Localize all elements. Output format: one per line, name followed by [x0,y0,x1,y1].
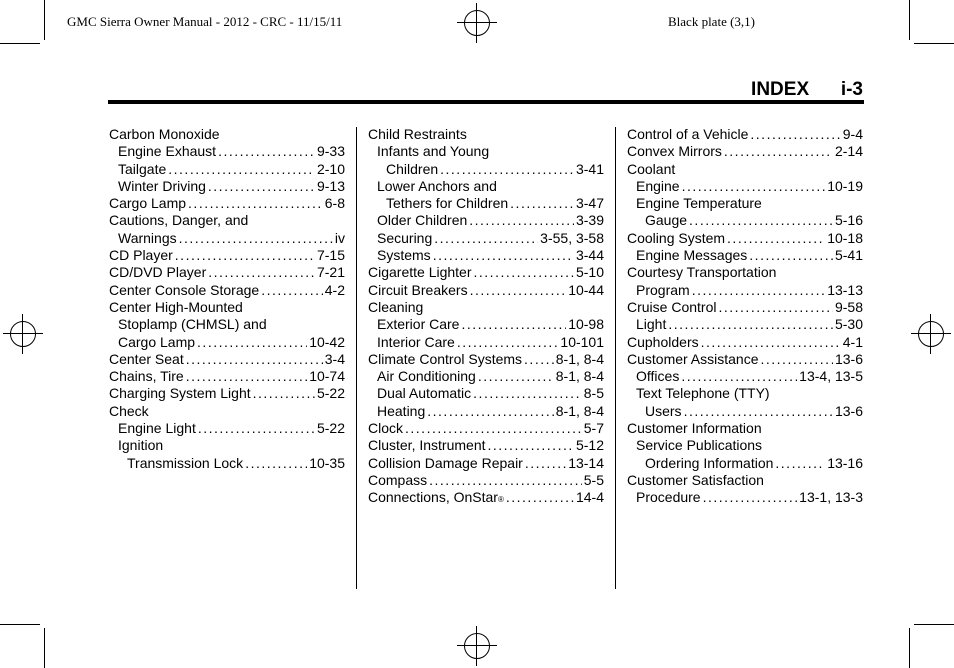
dot-leader [440,161,574,178]
index-term: Customer Information [627,420,762,437]
index-term: CD/DVD Player [109,264,207,281]
index-page-ref: 4-1 [842,333,863,350]
index-entry [109,351,345,368]
index-term: Light [636,316,667,333]
index-term: Connections, OnStar [368,489,498,506]
index-page-ref: 10-74 [309,368,345,385]
dot-leader [427,403,553,420]
dot-leader [168,161,315,178]
index-entry [627,334,863,351]
index-page-ref: 3-39 [575,212,604,229]
index-entry [627,178,863,195]
index-column-3 [627,126,863,507]
index-page-ref: 2-14 [834,143,863,160]
index-term: Cargo Lamp [109,195,187,212]
index-entry [368,195,604,212]
index-term: Winter Driving [118,177,206,194]
column-divider [615,127,616,589]
index-page-ref: 13-6 [834,350,863,367]
index-entry [368,126,604,143]
dot-leader [433,247,574,264]
index-entry [368,178,604,195]
index-term: Cigarette Lighter [368,264,472,281]
index-page-ref: 13-1, 13-3 [799,489,863,506]
index-entry [368,368,604,385]
index-page-ref: 14-4 [575,489,604,506]
index-term: Procedure [636,489,701,506]
column-divider [356,127,357,589]
index-term: Center High-Mounted [109,298,243,315]
dot-leader [175,247,315,264]
index-term: Service Publications [636,437,763,454]
dot-leader [186,368,307,385]
index-term: Charging System Light [109,385,251,402]
index-entry [627,489,863,506]
dot-leader [179,230,333,247]
dot-leader [682,178,826,195]
index-entry [109,437,345,454]
crop-mark [44,0,45,40]
index-entry [368,420,604,437]
print-header-right: Black plate (3,1) [668,14,755,29]
index-entry [627,403,863,420]
index-term: Engine Messages [636,247,748,264]
index-page-ref: 4-2 [324,281,345,298]
index-term: Securing [377,229,433,246]
index-entry [368,143,604,160]
index-page-ref: 5-5 [583,471,604,488]
index-entry [627,143,863,160]
index-entry [627,472,863,489]
index-term: Compass [368,471,428,488]
dot-leader [457,334,559,351]
index-entry [368,230,604,247]
index-term: Coolant [627,160,676,177]
index-term: Clock [368,420,404,437]
dot-leader [474,264,574,281]
index-title-text: INDEX [751,79,810,100]
index-term: Child Restraints [368,126,467,142]
index-entry [627,161,863,178]
index-term: Infants and Young [377,143,490,160]
index-term: Dual Automatic [377,385,472,402]
registration-mark-right [911,314,951,354]
index-term: Lower Anchors and [377,177,497,194]
dot-leader [775,455,825,472]
index-page-ref: 13-13 [827,281,863,298]
dot-leader [478,368,554,385]
dot-leader [750,126,840,143]
index-entry [368,351,604,368]
index-entry [109,368,345,385]
index-term: Cleaning [368,298,424,315]
index-term: Check [109,402,149,419]
index-entry [109,385,345,402]
index-term: Ignition [118,437,164,454]
index-term: Children [386,160,439,177]
index-entry: Connections, OnStar ® ..... 14-4 [368,489,604,506]
dot-leader [510,195,574,212]
dot-leader [188,195,323,212]
crop-mark [914,624,954,625]
dot-leader [405,420,582,437]
index-term: Collision Damage Repair [368,454,523,471]
index-entry [368,385,604,402]
index-page-ref: 6-8 [324,195,345,212]
index-term: Exterior Care [377,316,460,333]
crop-mark [909,628,910,668]
dot-leader [198,420,315,437]
index-term: Gauge [645,212,688,229]
crop-mark [44,628,45,668]
crop-mark [0,624,40,625]
index-term: Warnings [118,229,177,246]
registration-mark-bottom [457,626,497,666]
index-page-ref: 9-58 [834,298,863,315]
index-entry [109,161,345,178]
index-entry [109,230,345,247]
index-entry [627,455,863,472]
index-entry [368,472,604,489]
index-entry [368,316,604,333]
index-column-2 [368,126,604,507]
index-entry [368,455,604,472]
title-rule [108,100,864,104]
index-page-ref: 9-4 [842,126,863,142]
dot-leader [208,264,315,281]
index-page-ref: 5-16 [834,212,863,229]
index-term: Air Conditioning [377,368,476,385]
index-entry [368,437,604,454]
index-page-ref: 5-22 [316,420,345,437]
index-term: Engine Exhaust [118,143,217,160]
dot-leader [470,282,567,299]
index-page-ref: 8-5 [583,385,604,402]
dot-leader [761,351,833,368]
dot-leader [261,282,323,299]
index-entry [627,195,863,212]
index-term: Customer Assistance [627,350,759,367]
index-entry [627,351,863,368]
index-entry [627,316,863,333]
index-term: Tethers for Children [386,195,509,212]
index-entry [627,385,863,402]
index-term: Circuit Breakers [368,281,468,298]
index-term: Older Children [377,212,468,229]
index-term: Engine [636,177,680,194]
index-page-ref: 13-4, 13-5 [799,368,863,385]
index-entry [368,247,604,264]
index-page-ref: iv [334,229,345,246]
index-entry [109,455,345,472]
index-page-ref: 3-55, 3-58 [540,229,604,246]
index-page-ref: 10-19 [827,177,863,194]
index-entry [627,282,863,299]
index-entry [368,334,604,351]
index-entry [627,264,863,281]
index-page-ref: 13-6 [834,402,863,419]
index-page-ref: 9-33 [316,143,345,160]
dot-leader [506,489,574,506]
dot-leader [701,334,841,351]
index-page-ref: 3-41 [575,160,604,177]
index-term: Chains, Tire [109,368,184,385]
dot-leader [488,437,574,454]
index-entry [109,212,345,229]
dot-leader [461,316,566,333]
index-entry [627,230,863,247]
dot-leader [689,212,833,229]
index-term: Cooling System [627,229,726,246]
index-page-ref: 7-21 [316,264,345,281]
index-page-ref: 10-44 [568,281,604,298]
index-term: Control of a Vehicle [627,126,749,142]
index-entry [109,316,345,333]
index-entry [627,247,863,264]
crop-mark [914,43,954,44]
index-entry [109,143,345,160]
print-header-left: GMC Sierra Owner Manual - 2012 - CRC - 11/15/11 [67,14,343,29]
index-page-ref: 8-1, 8-4 [555,350,604,367]
registration-mark-left [3,314,43,354]
index-page-ref: 3-44 [575,247,604,264]
index-page-ref: 13-14 [568,454,604,471]
index-term: Offices [636,368,680,385]
crop-mark [0,43,40,44]
index-page-ref: 5-7 [583,420,604,437]
dot-leader [218,143,315,160]
index-page-ref: 8-1, 8-4 [555,402,604,419]
dot-leader [684,403,833,420]
index-term: Climate Control Systems [368,350,523,367]
index-term: Center Seat [109,350,184,367]
dot-leader [668,316,833,333]
index-entry [109,178,345,195]
index-page-ref: 5-30 [834,316,863,333]
index-term: Transmission Lock [127,454,244,471]
index-entry [627,299,863,316]
index-term: Engine Temperature [636,195,762,212]
index-entry [627,368,863,385]
index-page-ref: 9-13 [316,177,345,194]
dot-leader [253,385,315,402]
index-page-ref: 8-1, 8-4 [555,368,604,385]
dot-leader [718,299,832,316]
index-term: Program [636,281,690,298]
index-entry [627,126,863,143]
index-term: Engine Light [118,420,196,437]
dot-leader [681,368,797,385]
page-title [751,79,863,101]
registration-mark-top [457,3,497,43]
dot-leader [208,178,315,195]
index-page-ref: 5-41 [834,247,863,264]
index-page-ref: 5-12 [575,437,604,454]
index-entry [627,437,863,454]
index-entry [109,282,345,299]
index-page-ref: 10-42 [309,333,345,350]
index-page-ref: 5-10 [575,264,604,281]
dot-leader [429,472,582,489]
index-term: Cluster, Instrument [368,437,486,454]
dot-leader [469,212,574,229]
index-term: Carbon Monoxide [109,126,220,142]
index-page-ref: 5-22 [316,385,345,402]
index-term: Ordering Information [645,454,774,471]
dot-leader [692,282,826,299]
dot-leader [724,143,833,160]
index-term: Cupholders [627,333,699,350]
index-term: Text Telephone (TTY) [636,385,770,402]
index-page-ref: 10-35 [309,454,345,471]
index-term: Interior Care [377,333,455,350]
index-entry [109,126,345,143]
index-entry [109,403,345,420]
dot-leader [525,455,566,472]
index-page-ref: 2-10 [316,160,345,177]
index-term: Center Console Storage [109,281,260,298]
index-term: Cargo Lamp [118,333,196,350]
index-page-ref: 3-47 [575,195,604,212]
index-entry [368,264,604,281]
index-term: Cautions, Danger, and [109,212,249,229]
dot-leader [524,351,554,368]
index-page-ref: 10-18 [827,229,863,246]
index-entry [109,299,345,316]
dot-leader [727,230,825,247]
index-entry [109,264,345,281]
index-page-ref: 10-98 [568,316,604,333]
index-term: Courtesy Transportation [627,264,777,281]
index-term: CD Player [109,247,173,264]
index-term: Tailgate [118,160,167,177]
index-entry [627,420,863,437]
index-term: Stoplamp (CHMSL) and [118,316,267,333]
dot-leader [434,230,538,247]
index-page-ref: 13-16 [827,454,863,471]
index-entry [368,161,604,178]
index-term: Customer Satisfaction [627,471,764,488]
index-term: Systems [377,247,431,264]
index-entry [368,282,604,299]
index-entry [368,403,604,420]
index-entry [109,334,345,351]
dot-leader [749,247,833,264]
index-term: Convex Mirrors [627,143,722,160]
index-term: Users [645,402,682,419]
index-page-ref: 7-15 [316,247,345,264]
index-column-1 [109,126,345,472]
index-entry [109,247,345,264]
dot-leader [703,489,798,506]
index-term: Cruise Control [627,298,717,315]
dot-leader [197,334,307,351]
index-entry [627,212,863,229]
index-entry [109,420,345,437]
index-entry [368,212,604,229]
index-term: Heating [377,402,426,419]
crop-mark [909,0,910,40]
dot-leader [473,385,582,402]
index-entry [368,299,604,316]
dot-leader [186,351,323,368]
page-number: i-3 [840,79,863,100]
index-page-ref: 10-101 [560,333,604,350]
index-entry [109,195,345,212]
index-page-ref: 3-4 [324,350,345,367]
dot-leader [245,455,307,472]
